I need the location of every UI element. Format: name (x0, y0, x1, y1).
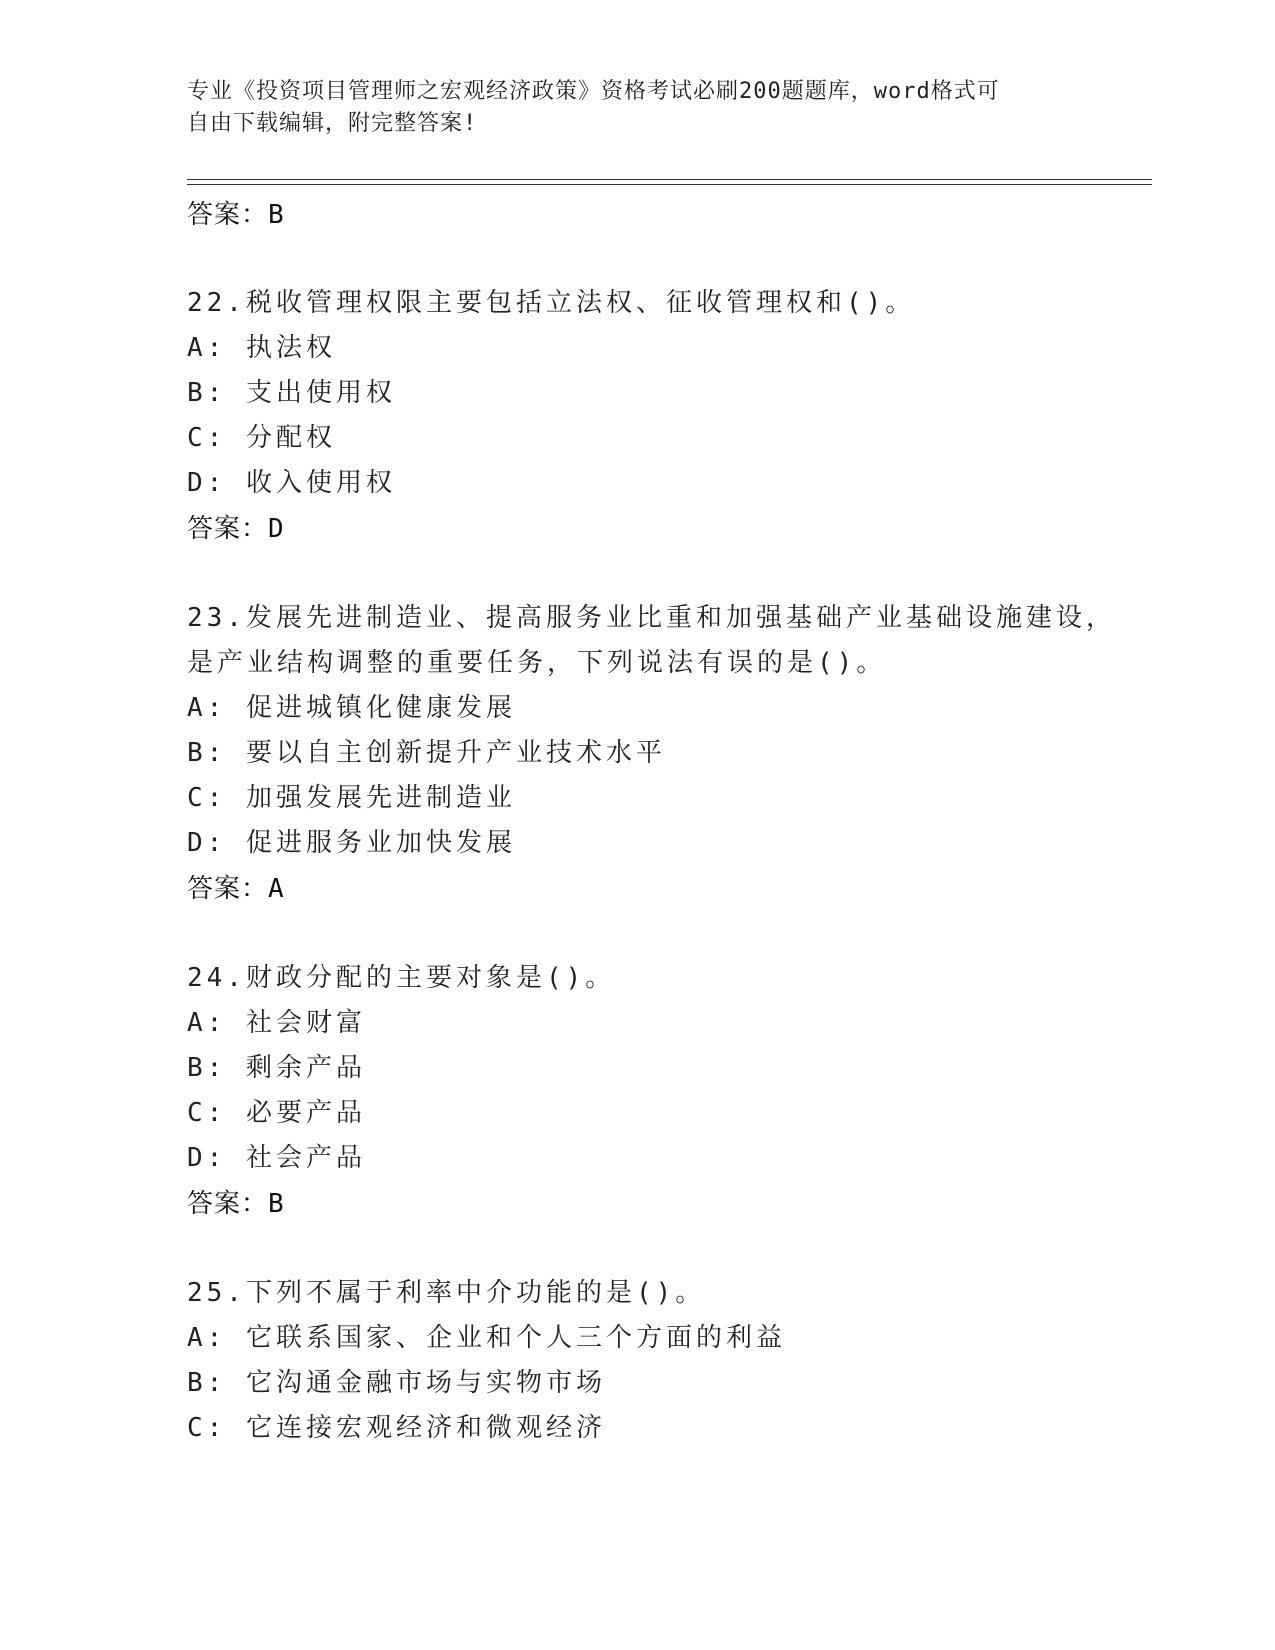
question-22-stem: 22.税收管理权限主要包括立法权、征收管理权和()。 (187, 288, 916, 318)
question-25-stem: 25.下列不属于利率中介功能的是()。 (187, 1278, 706, 1308)
header-divider-top (187, 179, 1152, 180)
answer-previous: 答案：B (187, 200, 285, 230)
question-25-option-c: C: 它连接宏观经济和微观经济 (187, 1413, 606, 1443)
header-divider-bottom (187, 184, 1152, 185)
question-25-option-a: A: 它联系国家、企业和个人三个方面的利益 (187, 1323, 786, 1353)
question-22-option-a: A: 执法权 (187, 333, 336, 363)
question-22-option-b: B: 支出使用权 (187, 378, 396, 408)
question-23-stem-line-2: 是产业结构调整的重要任务，下列说法有误的是()。 (187, 648, 887, 678)
question-24-option-a: A: 社会财富 (187, 1008, 366, 1038)
question-23-option-d: D: 促进服务业加快发展 (187, 828, 516, 858)
question-24-option-d: D: 社会产品 (187, 1143, 366, 1173)
question-25-option-b: B: 它沟通金融市场与实物市场 (187, 1368, 606, 1398)
question-23-option-a: A: 促进城镇化健康发展 (187, 693, 516, 723)
question-23-stem-line-1: 23.发展先进制造业、提高服务业比重和加强基础产业基础设施建设， (187, 603, 1116, 633)
question-22-option-c: C: 分配权 (187, 423, 336, 453)
header-line-2: 自由下载编辑，附完整答案! (187, 111, 478, 136)
document-header (187, 76, 1067, 140)
question-22-option-d: D: 收入使用权 (187, 468, 396, 498)
question-23-option-c: C: 加强发展先进制造业 (187, 783, 516, 813)
question-23-answer: 答案：A (187, 874, 285, 904)
question-24-answer: 答案：B (187, 1189, 285, 1219)
header-line-1: 专业《投资项目管理师之宏观经济政策》资格考试必刷200题题库，word格式可 (187, 79, 1000, 104)
question-24-option-b: B: 剩余产品 (187, 1053, 366, 1083)
question-22-answer: 答案：D (187, 514, 285, 544)
question-23-option-b: B: 要以自主创新提升产业技术水平 (187, 738, 666, 768)
question-24-option-c: C: 必要产品 (187, 1098, 366, 1128)
question-24-stem: 24.财政分配的主要对象是()。 (187, 963, 616, 993)
